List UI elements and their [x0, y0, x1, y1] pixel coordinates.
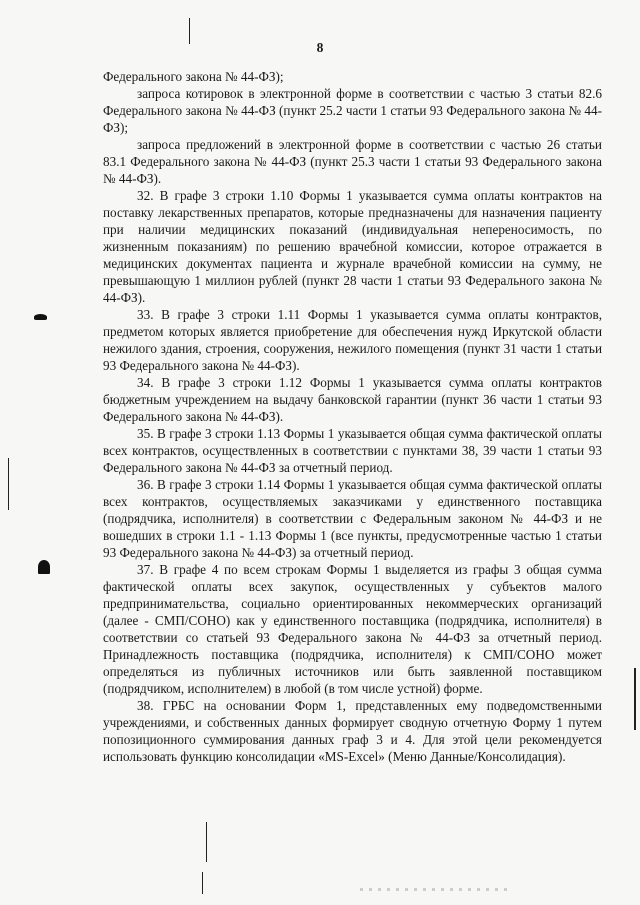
paragraph: 32. В графе 3 строки 1.10 Формы 1 указывается сумма оплаты контрактов на поставку лекарственных препаратов, которые предназначены для назначения пациенту при наличии медицинских показаний (индивидуальная непереносимость, по жизненным показаниям) по решению врачебной комиссии, которое отражается в медицинских документах пациента и журнале врачебной комиссии на сумму, не превышающую 1 миллион рублей (пункт 28 части 1 статьи 93 Федерального закона № 44-ФЗ). — [103, 188, 602, 305]
scan-noise — [360, 888, 510, 891]
paragraph: запроса котировок в электронной форме в соответствии с частью 3 статьи 82.6 Федерального закона № 44-ФЗ (пункт 25.2 части 1 статьи 93 Федерального закона № 44-ФЗ); — [103, 86, 602, 135]
scan-mark-top — [189, 18, 190, 44]
paragraph: 36. В графе 3 строки 1.14 Формы 1 указывается общая сумма фактической оплаты всех контрактов, осуществляемых заказчиками у единственного поставщика (подрядчика, исполнителя) в соответствии с Федеральным законом № 44-ФЗ и не вошедших в строки 1.1 - 1.13 Формы 1 (все пункты, предусмотренные частью 1 статьи 93 Федерального закона № 44-ФЗ) за отчетный период. — [103, 477, 602, 560]
paragraph: 33. В графе 3 строки 1.11 Формы 1 указывается сумма оплаты контрактов, предметом которых является приобретение для обеспечения нужд Иркутской области нежилого здания, строения, сооружения, нежилого помещения (пункт 31 части 1 статьи 93 Федерального закона № 44-ФЗ). — [103, 307, 602, 373]
paragraph: 34. В графе 3 строки 1.12 Формы 1 указывается сумма оплаты контрактов бюджетным учреждением на выдачу банковской гарантии (пункт 36 части 1 статьи 93 Федерального закона № 44-ФЗ). — [103, 375, 602, 424]
document-body — [103, 68, 602, 765]
scan-mark-bottom — [202, 872, 203, 894]
paragraph: Федерального закона № 44-ФЗ); — [103, 69, 284, 84]
punch-hole-mark — [34, 314, 47, 320]
scan-mark-right — [634, 668, 636, 730]
page-number: 8 — [316, 40, 324, 55]
scan-mark-left — [8, 458, 9, 510]
punch-hole-mark — [38, 560, 50, 574]
paragraph: запроса предложений в электронной форме в соответствии с частью 26 статьи 83.1 Федерального закона № 44-ФЗ (пункт 25.3 части 1 статьи 93 Федерального закона № 44-ФЗ). — [103, 137, 602, 186]
paragraph: 38. ГРБС на основании Форм 1, представленных ему подведомственными учреждениями, и собственных данных формирует сводную отчетную Форму 1 путем попозиционного суммирования данных граф 3 и 4. Для этой цели рекомендуется использовать функцию консолидации «MS-Excel» (Меню Данные/Консолидация). — [103, 698, 602, 764]
paragraph: 37. В графе 4 по всем строкам Формы 1 выделяется из графы 3 общая сумма фактической оплаты всех закупок, осуществленных у субъектов малого предпринимательства, социально ориентированных некоммерческих организаций (далее - СМП/СОНО) как у единственного поставщика (подрядчика, исполнителя) в соответствии со статьей 93 Федерального закона № 44-ФЗ за отчетный период. Принадлежность поставщика (подрядчика, исполнителя) к СМП/СОНО может определяться из публичных источников или быть заявленной поставщиком (подрядчиком, исполнителем) в любой (в том числе устной) форме. — [103, 562, 602, 696]
scan-mark-bottom — [206, 822, 207, 862]
paragraph: 35. В графе 3 строки 1.13 Формы 1 указывается общая сумма фактической оплаты всех контрактов, осуществленных в соответствии с пунктами 38, 39 части 1 статьи 93 Федерального закона № 44-ФЗ за отчетный период. — [103, 426, 602, 475]
